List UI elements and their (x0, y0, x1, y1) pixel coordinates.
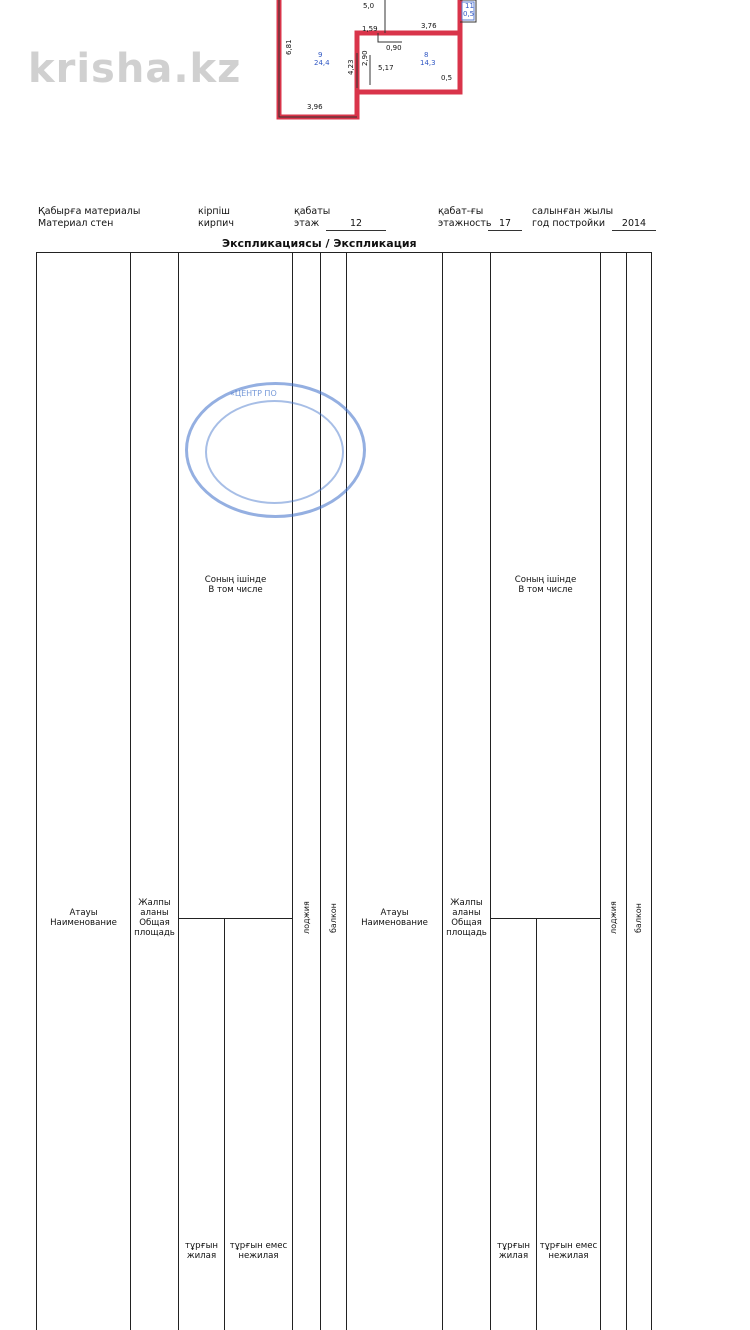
header-loggia-left-text: лоджия (302, 253, 312, 1330)
plan-dim-376: 3,76 (421, 22, 437, 30)
floors-value: 17 (488, 218, 522, 231)
explication-title: Экспликациясы / Экспликация (222, 237, 417, 250)
wall-material-label (38, 206, 140, 230)
header-total-left: Жалпы аланы Общая площадь (131, 253, 179, 1330)
header-name-right: Атауы Наименование (347, 253, 443, 1330)
year-value: 2014 (612, 218, 656, 231)
document-page (0, 0, 750, 470)
plan-dim-159: 1,59 (362, 25, 378, 33)
plan-room9-area: 24,4 (314, 59, 330, 67)
stamp-text: «ЦЕНТР ПО (230, 389, 277, 398)
year-label (532, 206, 613, 230)
plan-room8-area: 14,3 (420, 59, 436, 67)
floor-label-kz: қабаты (294, 206, 330, 218)
header-name-left: Атауы Наименование (37, 253, 131, 1330)
floor-label-ru: этаж (294, 218, 330, 230)
year-value-wrap (612, 218, 656, 231)
header-loggia-right-text: лоджия (609, 253, 619, 1330)
header-incl-right: Соның ішінде В том числе (491, 253, 601, 919)
floor-value: 12 (326, 218, 386, 231)
header-balcony-left-text: балкон (329, 253, 339, 1330)
plan-dim-517: 5,17 (378, 64, 394, 72)
plan-dim-05: 0,5 (441, 74, 452, 82)
table-header-row-1 (37, 253, 652, 919)
floor-label (294, 206, 330, 230)
header-living-right: тұрғын жилая (491, 918, 537, 1330)
floors-value-wrap (488, 218, 522, 231)
header-nonliving-left: тұрғын емес нежилая (225, 918, 293, 1330)
plan-room11-area: 0,5 (463, 10, 474, 18)
plan-dim-396: 3,96 (307, 103, 323, 111)
floors-label-kz: қабат-ғы (438, 206, 492, 218)
plan-dim-290: 2,90 (361, 50, 369, 66)
header-total-right: Жалпы аланы Общая площадь (443, 253, 491, 1330)
floor-value-wrap (326, 218, 386, 231)
plan-dim-681: 6,81 (285, 39, 293, 55)
floors-label (438, 206, 492, 230)
header-incl-left: Соның ішінде В том числе (179, 253, 293, 919)
wall-material-value (198, 206, 234, 230)
plan-dim-423: 4,23 (347, 59, 355, 75)
wall-material-value-kz: кірпіш (198, 206, 234, 218)
year-label-kz: салынған жылы (532, 206, 613, 218)
header-living-left: тұрғын жилая (179, 918, 225, 1330)
header-loggia-right (601, 253, 627, 1330)
header-balcony-right (627, 253, 652, 1330)
header-balcony-right-text: балкон (634, 253, 644, 1330)
watermark-logo: krisha.kz (28, 46, 241, 92)
header-nonliving-right: тұрғын емес нежилая (537, 918, 601, 1330)
plan-room5-area: 5,0 (363, 2, 374, 10)
round-stamp-inner (205, 400, 344, 504)
floors-label-ru: этажность (438, 218, 492, 230)
year-label-ru: год постройки (532, 218, 613, 230)
wall-material-label-kz: Қабырға материалы (38, 206, 140, 218)
plan-room9-number: 9 (318, 51, 322, 59)
plan-dim-090: 0,90 (386, 44, 402, 52)
wall-material-label-ru: Материал стен (38, 218, 140, 230)
plan-room8-number: 8 (424, 51, 428, 59)
wall-material-value-ru: кирпич (198, 218, 234, 230)
plan-room11-number: 11 (465, 2, 474, 10)
